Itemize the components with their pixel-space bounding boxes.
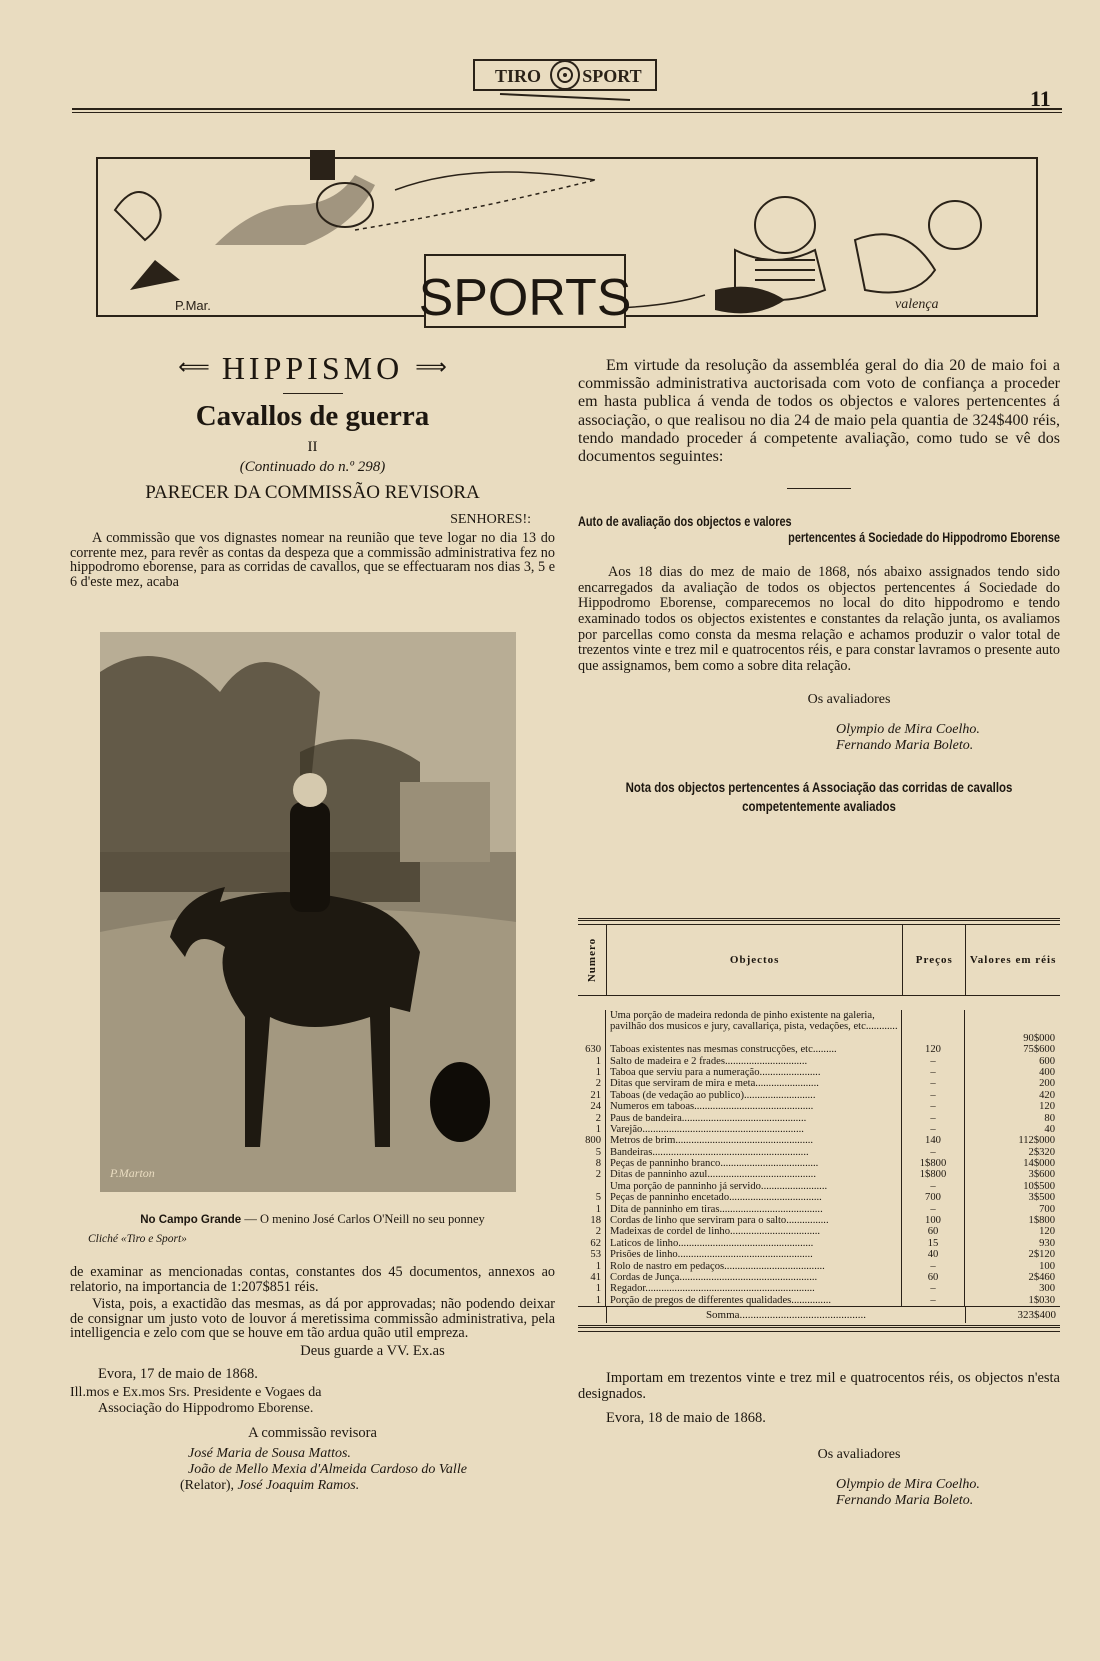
- cell-numero: [578, 1010, 601, 1044]
- cell-preco: –: [930, 1066, 936, 1078]
- column-valores: [965, 1010, 1059, 1306]
- total-value: 323$400: [1017, 1309, 1056, 1322]
- cell-valor: 400: [1039, 1066, 1055, 1078]
- cell-preco: 120: [925, 1044, 941, 1056]
- cell-objecto: Taboas existentes nas mesmas construcções, etc.........: [610, 1044, 837, 1056]
- article-title: Cavallos de guerra: [195, 400, 430, 432]
- cell-preco: 40: [927, 1249, 939, 1261]
- cell-numero: 1: [595, 1283, 601, 1295]
- masthead-text-left: TIRO: [494, 66, 542, 86]
- header-rule: [72, 108, 1062, 113]
- cell-objecto: Numeros em taboas.............................................: [610, 1101, 814, 1113]
- cell-objecto: Peças de panninho encetado...................................: [610, 1192, 822, 1204]
- cell-objecto: Rolo de nastro em pedaços......................................: [610, 1260, 825, 1272]
- closing-evaluators: Olympio de Mira Coelho. Fernando Maria Boleto.: [836, 1477, 980, 1508]
- address-line-2: Associação do Hippodromo Eborense.: [98, 1400, 314, 1416]
- paragraph-3: Vista, pois, a exactidão das mesmas, as dá por approvadas; não podendo deixar de consignar um justo voto de louvor á meretissima commissão administrativa, pela intelligencia e zelo com que se houve em tão ardua quão util empreza.: [70, 1296, 555, 1341]
- cell-numero: 2: [595, 1226, 601, 1238]
- header-objectos: Objectos: [607, 925, 903, 995]
- left-column-continued: [70, 1262, 555, 1494]
- article-part: II: [307, 439, 318, 455]
- cell-objecto: Ditas que serviram de mira e meta........................: [610, 1078, 819, 1090]
- closing-evaluators-label: Os avaliadores: [817, 1447, 901, 1462]
- table-top-rule: [578, 918, 1060, 925]
- cell-objecto: Dita de panninho em tiras.......................................: [610, 1203, 823, 1215]
- salutation: SENHORES!:: [450, 512, 531, 527]
- cell-valor: 120: [1039, 1101, 1055, 1113]
- evaluators-label: Os avaliadores: [807, 692, 891, 708]
- cell-valor: 120: [1039, 1226, 1055, 1238]
- cell-preco: –: [930, 1294, 936, 1306]
- cell-numero: 18: [590, 1215, 601, 1227]
- cell-preco: 100: [925, 1215, 941, 1227]
- table-body: [578, 996, 1060, 1306]
- cell-numero: 1: [595, 1123, 601, 1135]
- cell-valor: 3$600: [1028, 1169, 1055, 1181]
- cell-numero: 1: [595, 1203, 601, 1215]
- cell-numero: 5: [595, 1146, 601, 1158]
- cell-objecto: Paus de bandeira...............................................: [610, 1112, 807, 1124]
- masthead-logo: [470, 50, 660, 106]
- cell-objecto: Laticos de linho...................................................: [610, 1237, 814, 1249]
- banner-signature-right: valença: [895, 297, 939, 312]
- cell-numero: 5: [595, 1192, 601, 1204]
- cell-valor: 40: [1044, 1123, 1055, 1135]
- photo-caption: No Campo Grande — O menino José Carlos O'Neill no seu ponney: [140, 1212, 485, 1226]
- cell-valor: 75$600: [1023, 1044, 1055, 1056]
- cell-preco: –: [930, 1260, 936, 1272]
- paragraph-1: A commissão que vos dignastes nomear na reunião que teve logar no dia 13 do corrente mez, para revêr as contas da despeza que a commissão administrativa fez no hippodromo eborense, para as corridas de cavallos, que se effectuaram nos dias 3, 5 e 6 d'este mez, acaba: [70, 530, 555, 590]
- divider: [787, 488, 851, 489]
- cell-objecto: Ditas de panninho azul.........................................: [610, 1169, 816, 1181]
- commission-label: A commissão revisora: [248, 1424, 377, 1441]
- cell-numero: 800: [585, 1135, 601, 1147]
- cell-preco: [902, 1010, 964, 1044]
- closing-date: Evora, 18 de maio de 1868.: [606, 1410, 766, 1426]
- cell-preco: –: [930, 1078, 936, 1090]
- continued-note: (Continuado do n.º 298): [239, 459, 386, 475]
- cell-objecto: Varejão.............................................................: [610, 1123, 804, 1135]
- cell-numero: 2: [595, 1112, 601, 1124]
- photo-signature: P.Marton: [110, 1166, 155, 1180]
- divider: [283, 393, 343, 394]
- cell-numero: 1: [595, 1055, 601, 1067]
- cell-numero: 630: [585, 1044, 601, 1056]
- cell-objecto: Peças de panninho branco.....................................: [610, 1158, 819, 1170]
- table-total-row: [578, 1306, 1060, 1323]
- auto-heading-line-1: Auto de avaliação dos objectos e valores: [578, 513, 792, 530]
- horse-rider-photo: [100, 632, 516, 1192]
- cell-numero: 53: [590, 1249, 601, 1261]
- cell-numero: 62: [590, 1237, 601, 1249]
- column-numero: [578, 1010, 606, 1306]
- closing-section: [578, 1370, 1060, 1509]
- signer-1: José Maria de Sousa Mattos.: [188, 1445, 351, 1461]
- cell-preco: 60: [927, 1272, 939, 1283]
- cell-preco: 700: [925, 1192, 941, 1204]
- cell-objecto: Prisões de linho...................................................: [610, 1249, 813, 1261]
- cell-objecto: Cordas de Junça....................................................: [610, 1272, 818, 1283]
- cell-objecto: Salto de madeira e 2 frades...............................: [610, 1055, 808, 1067]
- cell-numero: 2: [595, 1078, 601, 1090]
- closing-formula: Deus guarde a VV. Ex.as: [300, 1342, 445, 1359]
- table-bottom-rule: [578, 1325, 1060, 1332]
- cell-objecto: Uma porção de panninho já servido.........................: [610, 1180, 828, 1192]
- column-objectos: [606, 1010, 902, 1306]
- cell-preco: 1$800: [919, 1158, 947, 1170]
- cell-numero: 1: [595, 1260, 601, 1272]
- page-number: 11: [1030, 86, 1051, 111]
- header-valores: Valores em réis: [969, 954, 1057, 966]
- cell-valor: 90$000: [1023, 1032, 1055, 1044]
- cell-valor: 100: [1039, 1260, 1055, 1272]
- cell-valor: 700: [1039, 1203, 1055, 1215]
- cell-objecto: Taboa que serviu para a numeração.......................: [610, 1066, 821, 1078]
- cell-objecto: Cordas de linho que serviram para o salto................: [610, 1215, 829, 1227]
- cell-preco: 140: [925, 1135, 941, 1147]
- evaluators-names: Olympio de Mira Coelho. Fernando Maria Boleto.: [836, 722, 980, 754]
- cell-valor: 1$030: [1028, 1294, 1055, 1306]
- cell-numero: 41: [590, 1272, 601, 1283]
- signer-2: João de Mello Mexia d'Almeida Cardoso do Valle: [188, 1461, 467, 1477]
- cell-numero: 2: [595, 1169, 601, 1181]
- nota-heading: Nota dos objectos pertencentes á Associação das corridas de cavallos competentemente avaliados: [625, 779, 1013, 815]
- address-line-1: Ill.mos e Ex.mos Srs. Presidente e Vogaes da: [70, 1384, 322, 1400]
- sports-banner-illustration: [95, 150, 1040, 335]
- cell-objecto: Bandeiras...........................................................: [610, 1146, 809, 1158]
- left-column: [70, 350, 555, 589]
- table-header: [578, 925, 1060, 996]
- closing-text: Importam em trezentos vinte e trez mil e quatrocentos réis, os objectos n'esta designados.: [578, 1370, 1060, 1402]
- cell-numero: 24: [590, 1101, 601, 1113]
- masthead-text-right: SPORT: [582, 66, 642, 86]
- inventory-table: [578, 918, 1060, 1332]
- cell-numero: 8: [595, 1158, 601, 1170]
- banner-title: SPORTS: [418, 269, 632, 327]
- cell-preco: –: [930, 1055, 936, 1067]
- cell-preco: 1$800: [919, 1169, 947, 1181]
- arrow-left-icon: ⟸: [178, 354, 210, 379]
- cell-valor: 2$460: [1028, 1272, 1055, 1283]
- report-heading: PARECER DA COMMISSÃO REVISORA: [145, 482, 480, 503]
- cell-preco: 15: [927, 1237, 939, 1249]
- signatories: [70, 1446, 555, 1494]
- cell-valor: 2$120: [1028, 1249, 1055, 1261]
- cell-preco: –: [930, 1203, 936, 1215]
- cell-objecto: Uma porção de madeira redonda de pinho existente na galeria, pavilhão dos musicos e jury, cavallariça, pista, vedações, etc............: [610, 1010, 898, 1033]
- cell-objecto: Regador................................................................: [610, 1283, 815, 1295]
- cell-preco: –: [930, 1146, 936, 1158]
- cell-valor: 300: [1039, 1283, 1055, 1295]
- total-label: Somma..............................................: [607, 1307, 966, 1323]
- cell-preco: –: [930, 1123, 936, 1135]
- cell-objecto: Madeixas de cordel de linho..................................: [610, 1226, 821, 1238]
- cell-numero: 21: [590, 1089, 601, 1101]
- signer-3: José Joaquim Ramos.: [237, 1477, 360, 1493]
- auto-heading-line-2: pertencentes á Sociedade do Hippodromo Eborense: [788, 529, 1060, 546]
- cell-valor: 112$000: [1018, 1135, 1055, 1147]
- cell-valor: 80: [1044, 1112, 1055, 1124]
- cell-numero: 1: [595, 1294, 601, 1306]
- cell-valor: 3$500: [1028, 1192, 1055, 1204]
- photo-credit: Cliché «Tiro e Sport»: [88, 1233, 187, 1245]
- header-numero: Numero: [578, 925, 607, 995]
- cell-objecto: Porção de pregos de differentes qualidades...............: [610, 1294, 832, 1306]
- cell-objecto: Taboas (de vedação ao publico)...........................: [610, 1089, 816, 1101]
- cell-valor: 200: [1039, 1078, 1055, 1090]
- auto-text: Aos 18 dias do mez de maio de 1868, nós abaixo assignados tendo sido encarregados da avaliação de todos os objectos pertencentes á Sociedade do Hippodromo Eborense, comparecemos no local do dito hippodromo e tendo examinado todos os objectos existentes e constantes da relação junta, os avaliamos por parcellas como consta da mesma relação e achamos produzir o valor total de trezentos vinte e trez mil e quatrocentos réis, e para constar lavramos o presente auto que assignamos, bem como a sobre dita relação.: [578, 564, 1060, 674]
- header-precos: Preços: [903, 925, 966, 995]
- cell-preco: –: [930, 1283, 936, 1295]
- cell-preco: –: [930, 1112, 936, 1124]
- right-column: [578, 357, 1060, 816]
- cell-valor: 420: [1039, 1089, 1055, 1101]
- cell-valor: 10$500: [1023, 1180, 1055, 1192]
- cell-preco: –: [930, 1089, 936, 1101]
- cell-numero: [578, 1181, 601, 1192]
- letter-date: Evora, 17 de maio de 1868.: [98, 1365, 258, 1382]
- cell-preco: –: [930, 1101, 936, 1113]
- column-precos: [902, 1010, 965, 1306]
- cell-preco: –: [930, 1180, 936, 1192]
- banner-signature-left: P.Mar.: [175, 298, 211, 313]
- cell-valor: 930: [1039, 1237, 1055, 1249]
- cell-valor: 14$000: [1023, 1158, 1055, 1170]
- section-heading: ⟸ HIPPISMO ⟹: [178, 350, 447, 386]
- arrow-right-icon: ⟹: [415, 354, 447, 379]
- paragraph-2: de examinar as mencionadas contas, constantes dos 45 documentos, annexos ao relatorio, na importancia de 1:207$851 réis.: [70, 1264, 555, 1295]
- intro-paragraph: Em virtude da resolução da assembléa geral do dia 20 de maio foi a commissão administrativa auctorisada com voto de confiança a proceder em hasta publica á venda de todos os objectos e valores pertencentes á associação, o que realisou no dia 24 de maio pela quantia de 324$400 réis, tendo mandado proceder á competente avaliação, como tudo se vê dos documentos seguintes:: [578, 357, 1060, 466]
- cell-preco: 60: [927, 1226, 939, 1238]
- cell-valor: 600: [1039, 1055, 1055, 1067]
- cell-valor: 2$320: [1028, 1146, 1055, 1158]
- signer-3-role: (Relator),: [180, 1477, 238, 1493]
- cell-numero: 1: [595, 1066, 601, 1078]
- cell-objecto: Metros de brim....................................................: [610, 1135, 814, 1147]
- cell-valor: 1$800: [1028, 1215, 1055, 1227]
